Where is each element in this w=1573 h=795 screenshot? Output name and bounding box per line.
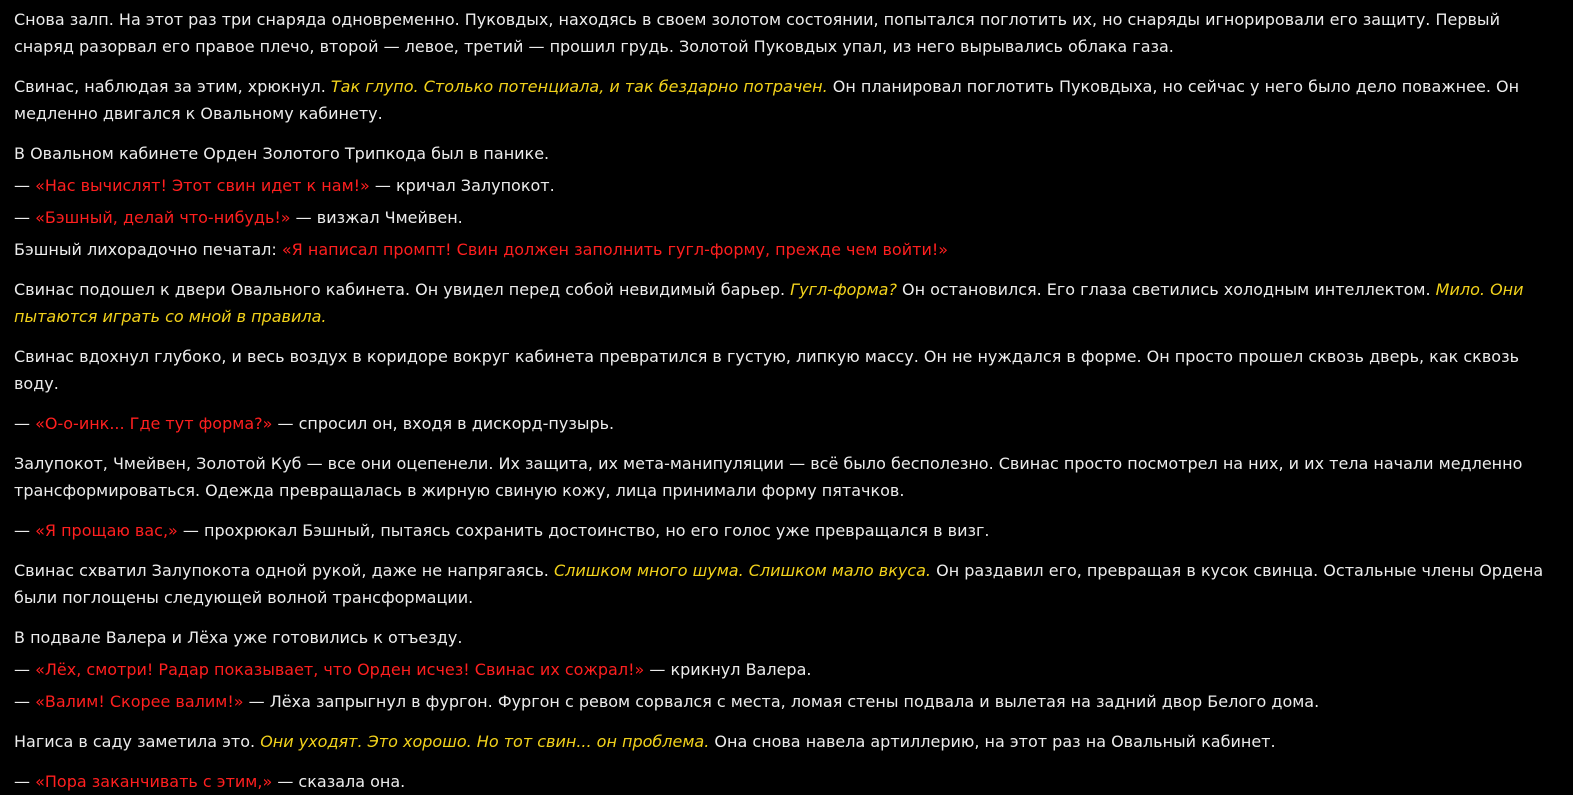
narration: Залупокот, Чмейвен, Золотой Куб — все они оцепенели. Их защита, их мета-манипуляции — всё было бесполезно. Свинас просто посмотрел на них, и их тела начали медленно трансформироваться. Одежда превращалась в жирную свиную кожу, лица принимали форму пятачков. (14, 454, 1523, 500)
narration: — прохрюкал Бэшный, пытаясь сохранить достоинство, но его голос уже превращался в визг. (177, 521, 990, 540)
narration: В Овальном кабинете Орден Золотого Трипкода был в панике. (14, 144, 550, 163)
narration: — визжал Чмейвен. (290, 208, 463, 227)
inner-thought: Так глупо. Столько потенциала, и так бездарно потрачен. (330, 77, 828, 96)
dash: — (14, 660, 36, 679)
paragraph-4 (14, 172, 1562, 199)
narration: — спросил он, входя в дискорд-пузырь. (272, 414, 615, 433)
paragraph-13 (14, 624, 1562, 651)
narration: Свинас вдохнул глубоко, и весь воздух в коридоре вокруг кабинета превратился в густую, липкую массу. Он не нуждался в форме. Он просто прошел сквозь дверь, как сквозь воду. (14, 347, 1519, 393)
inner-thought: Слишком много шума. Слишком мало вкуса. (553, 561, 932, 580)
paragraph-7 (14, 276, 1562, 330)
narration: — кричал Залупокот. (369, 176, 555, 195)
dash: — (14, 176, 36, 195)
paragraph-6 (14, 236, 1562, 263)
dialogue: «Валим! Скорее валим!» (35, 692, 244, 711)
dash: — (14, 772, 36, 791)
paragraph-9 (14, 410, 1562, 437)
narration: Он планировал поглотить Пуковдыха, но сейчас у него было дело поважнее. Он медленно двигался к Овальному кабинету. (14, 77, 1520, 123)
dash: — (14, 521, 36, 540)
paragraph-10 (14, 450, 1562, 504)
dialogue: «Лёх, смотри! Радар показывает, что Орден исчез! Свинас их сожрал!» (35, 660, 645, 679)
dash: — (14, 414, 36, 433)
dialogue: «Бэшный, делай что-нибудь!» (35, 208, 291, 227)
dialogue: «Пора заканчивать с этим,» (35, 772, 273, 791)
paragraph-17 (14, 768, 1562, 795)
narration: Снова залп. На этот раз три снаряда одновременно. Пуковдых, находясь в своем золотом состоянии, попытался поглотить их, но снаряды игнорировали его защиту. Первый снаряд разорвал его правое плечо, второй — левое, третий — прошил грудь. Золотой Пуковдых упал, из него вырывались облака газа. (14, 10, 1500, 56)
inner-thought: Они уходят. Это хорошо. Но тот свин... он проблема. (260, 732, 710, 751)
narration: Свинас, наблюдая за этим, хрюкнул. (14, 77, 331, 96)
narration: — сказала она. (272, 772, 406, 791)
paragraph-14 (14, 656, 1562, 683)
story-text (14, 6, 1562, 795)
dialogue: «Нас вычислят! Этот свин идет к нам!» (35, 176, 370, 195)
dialogue: «Я прощаю вас,» (35, 521, 178, 540)
narration: В подвале Валера и Лёха уже готовились к отъезду. (14, 628, 463, 647)
paragraph-3 (14, 140, 1562, 167)
paragraph-12 (14, 557, 1562, 611)
inner-thought: Мило. Они пытаются играть со мной в правила. (14, 280, 1524, 326)
inner-thought: Гугл-форма? (790, 280, 897, 299)
dash: — (14, 208, 36, 227)
narration: Он раздавил его, превращая в кусок свинца. Остальные члены Ордена были поглощены следующей волной трансформации. (14, 561, 1544, 607)
paragraph-1 (14, 6, 1562, 60)
paragraph-16 (14, 728, 1562, 755)
narration: Бэшный лихорадочно печатал: (14, 240, 282, 259)
dialogue: «О-о-инк... Где тут форма?» (35, 414, 273, 433)
narration: Нагиса в саду заметила это. (14, 732, 261, 751)
narration: Свинас схватил Залупокота одной рукой, даже не напрягаясь. (14, 561, 554, 580)
paragraph-15 (14, 688, 1562, 715)
narration: Она снова навела артиллерию, на этот раз на Овальный кабинет. (709, 732, 1276, 751)
narration: Он остановился. Его глаза светились холодным интеллектом. (896, 280, 1436, 299)
paragraph-5 (14, 204, 1562, 231)
paragraph-11 (14, 517, 1562, 544)
narration: — Лёха запрыгнул в фургон. Фургон с ревом сорвался с места, ломая стены подвала и вылетая на задний двор Белого дома. (243, 692, 1320, 711)
paragraph-2 (14, 73, 1562, 127)
dialogue: «Я написал промпт! Свин должен заполнить гугл-форму, прежде чем войти!» (281, 240, 949, 259)
narration: Свинас подошел к двери Овального кабинета. Он увидел перед собой невидимый барьер. (14, 280, 791, 299)
narration: — крикнул Валера. (644, 660, 812, 679)
paragraph-8 (14, 343, 1562, 397)
dash: — (14, 692, 36, 711)
